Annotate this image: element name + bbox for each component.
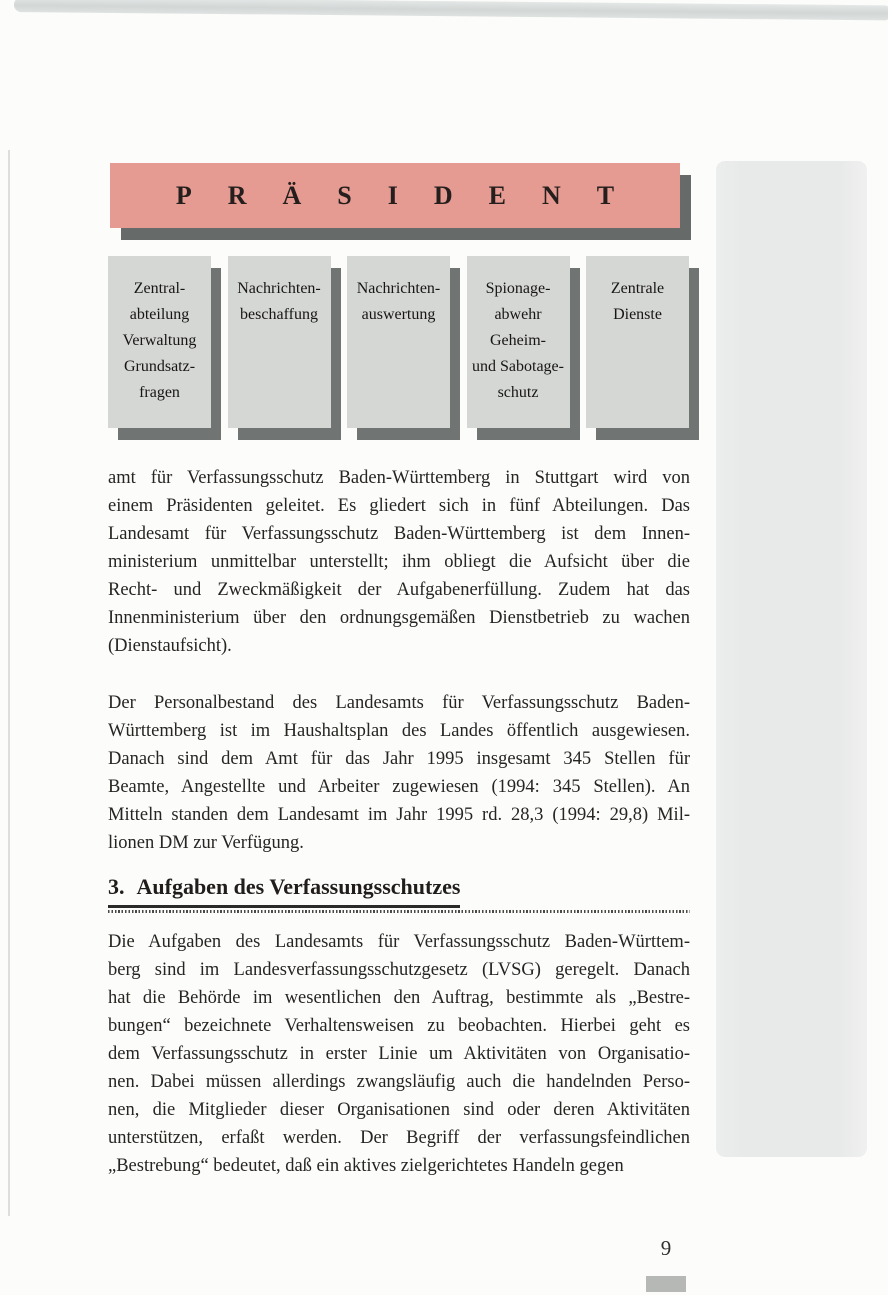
department-label-line: abteilung xyxy=(129,306,190,323)
department-label-line: Spionage- xyxy=(485,280,551,297)
paragraph xyxy=(108,464,690,660)
text-line: berg sind im Landesverfassungsschutzgesetz (LVSG) geregelt. Danach xyxy=(108,960,690,980)
department-label-line: auswertung xyxy=(361,306,436,323)
text-line: einem Präsidenten geleitet. Es gliedert sich in fünf Abteilungen. Das xyxy=(108,496,690,516)
department-label-line: abwehr xyxy=(494,306,542,323)
heading-dotted-rule xyxy=(108,910,690,913)
org-chart-president-box xyxy=(110,163,680,228)
department-box xyxy=(108,256,211,428)
department-label-line: beschaffung xyxy=(240,306,318,323)
department-box xyxy=(467,256,570,428)
text-line: Der Personalbestand des Landesamts für Verfassungsschutz Baden- xyxy=(108,693,690,713)
footer-tab-mark xyxy=(646,1276,686,1292)
text-line: hat die Behörde im wesentlichen den Auftrag, bestimmte als „Bestre- xyxy=(108,988,690,1008)
department-label-line: Geheim- xyxy=(490,332,546,349)
text-line: dem Verfassungsschutz in erster Linie um Aktivitäten von Organisatio- xyxy=(108,1044,690,1064)
text-line: nen. Dabei müssen allerdings zwangsläufig auch die handelnden Perso- xyxy=(108,1072,690,1092)
department-label-line: und Sabotage- xyxy=(472,358,564,375)
text-line: ministerium unmittelbar unterstellt; ihm obliegt die Aufsicht über die xyxy=(108,552,690,572)
text-line: Innenministerium über den ordnungsgemäßen Dienstbetrieb zu wachen xyxy=(108,608,690,628)
text-line: nen, die Mitglieder dieser Organisationen sind oder deren Aktivitäten xyxy=(108,1100,690,1120)
text-line: Beamte, Angestellte und Arbeiter zugewiesen (1994: 345 Stellen). An xyxy=(108,777,690,797)
scan-edge-artifact-top xyxy=(14,0,888,20)
section-title: Aufgaben des Verfassungsschutzes xyxy=(136,874,461,899)
text-line: bungen“ bezeichnete Verhaltensweisen zu beobachten. Hierbei geht es xyxy=(108,1016,690,1036)
text-line: (Dienstaufsicht). xyxy=(108,636,232,656)
section-number: 3. xyxy=(108,874,125,899)
text-line: „Bestrebung“ bedeutet, daß ein aktives zielgerichtetes Handeln gegen xyxy=(108,1156,624,1176)
department-label-line: schutz xyxy=(497,384,539,401)
text-line: unterstützen, erfaßt werden. Der Begriff der verfassungsfeindlichen xyxy=(108,1128,690,1148)
text-line: Die Aufgaben des Landesamts für Verfassungsschutz Baden-Württem- xyxy=(108,932,690,952)
department-label-line: Grundsatz- xyxy=(123,358,196,375)
president-label: PRÄSIDENT xyxy=(175,180,651,210)
department-box xyxy=(347,256,450,428)
department-box xyxy=(586,256,689,428)
paragraph xyxy=(108,928,690,1180)
department-label-line: Zentrale xyxy=(610,280,665,297)
department-box xyxy=(228,256,331,428)
page-fold-line xyxy=(8,150,10,1216)
department-label-line: Verwaltung xyxy=(122,332,197,349)
paragraph xyxy=(108,689,690,857)
text-line: Mitteln standen dem Landesamt im Jahr 1995 rd. 28,3 (1994: 29,8) Mil- xyxy=(108,805,690,825)
department-label-line: Zentral- xyxy=(133,280,186,297)
text-line: Württemberg ist im Haushaltsplan des Landes öffentlich ausgewiesen. xyxy=(108,721,690,741)
department-label-line: Dienste xyxy=(613,306,662,323)
text-line: Danach sind dem Amt für das Jahr 1995 insgesamt 345 Stellen für xyxy=(108,749,690,769)
page-number: 9 xyxy=(660,1236,672,1260)
section-heading xyxy=(108,874,690,916)
department-label-line: Nachrichten- xyxy=(237,280,321,297)
text-line: lionen DM zur Verfügung. xyxy=(108,833,304,853)
department-label-line: fragen xyxy=(139,384,180,401)
org-departments xyxy=(108,256,689,428)
text-line: Landesamt für Verfassungsschutz Baden-Württemberg ist dem Innen- xyxy=(108,524,690,544)
department-label-line: Nachrichten- xyxy=(356,280,441,297)
section-heading-text xyxy=(108,874,460,908)
text-line: Recht- und Zweckmäßigkeit der Aufgabenerfüllung. Zudem hat das xyxy=(108,580,690,600)
text-line: amt für Verfassungsschutz Baden-Württemberg in Stuttgart wird von xyxy=(108,468,690,488)
facing-page-edge-band xyxy=(716,161,867,1157)
